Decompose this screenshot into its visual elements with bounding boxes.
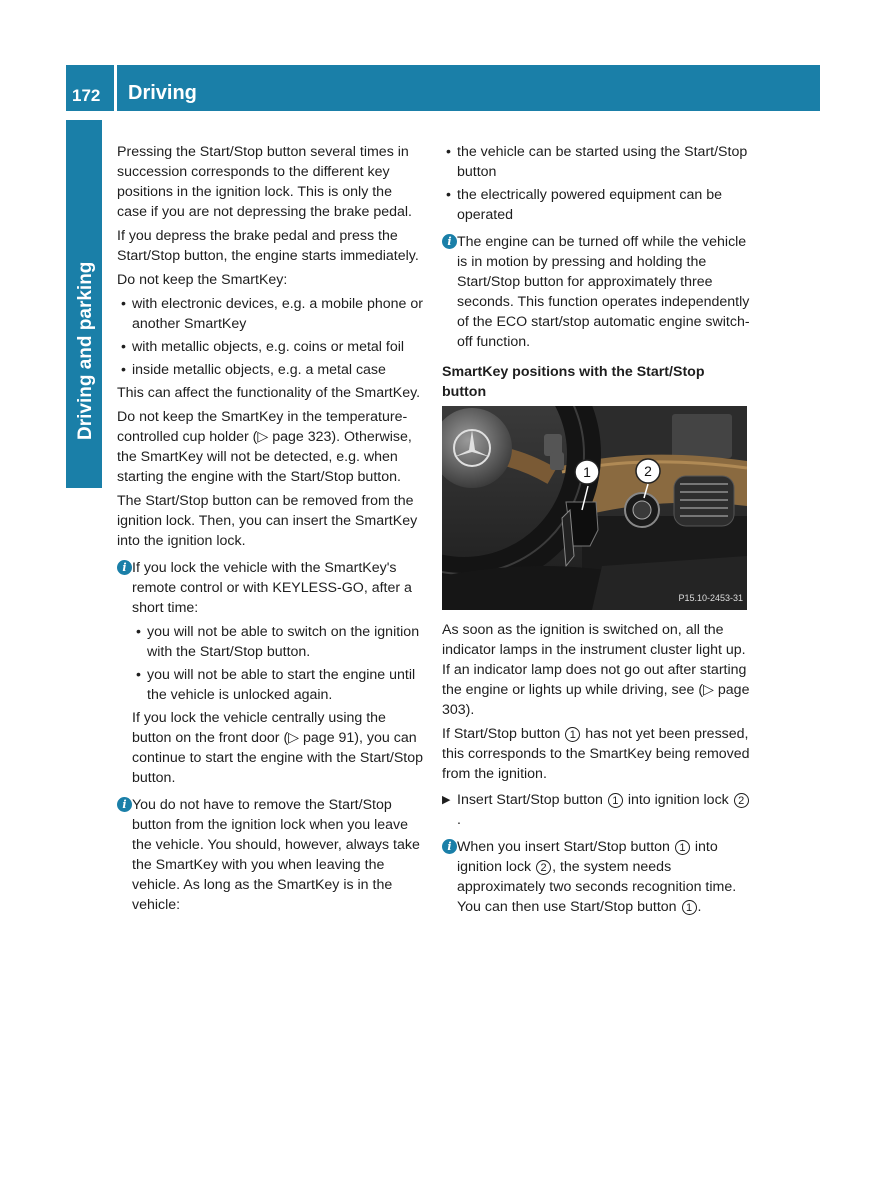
- info-note: [117, 795, 425, 915]
- paragraph: Pressing the Start/Stop button several times in succession corresponds to the different key positions in the ignition lock. This is only the case if you are not depressing the brake pedal.: [117, 144, 412, 220]
- info-icon: i: [117, 797, 132, 812]
- list-item: • you will not be able to start the engine until the vehicle is unlocked again.: [136, 667, 416, 703]
- info-text: If you lock the vehicle centrally using the button on the front door (▷ page 91), you can continue to start the engine with the Start/Stop button.: [132, 710, 424, 786]
- callout-2-label: 2: [644, 463, 652, 479]
- info-note: [117, 558, 425, 788]
- callout-ref-1: 1: [565, 727, 580, 742]
- paragraph: Do not keep the SmartKey in the temperature-controlled cup holder (▷ page 323). Otherwise, the SmartKey will not be detected, e.g. when starting the engine with the Start/Stop button.: [117, 409, 412, 485]
- list-item: • with electronic devices, e.g. a mobile phone or another SmartKey: [121, 296, 424, 332]
- info-icon: i: [442, 234, 457, 249]
- header-divider: [114, 65, 117, 111]
- action-arrow-icon: ▶: [442, 794, 451, 806]
- callout-1-label: 1: [583, 464, 591, 480]
- section-heading: SmartKey positions with the Start/Stop button: [442, 364, 705, 400]
- left-column: [117, 142, 425, 919]
- info-note: [442, 837, 750, 917]
- callout-ref-1: 1: [608, 793, 623, 808]
- info-note: [442, 232, 750, 352]
- info-icon: i: [442, 839, 457, 854]
- page-title: Driving: [128, 82, 197, 104]
- info-text: When you insert Start/Stop button 1 into ignition lock 2 , the system needs approximately two seconds recognition time. You can then use Start/Stop button 1 .: [457, 839, 737, 915]
- paragraph: As soon as the ignition is switched on, all the indicator lamps in the instrument cluster light up. If an indicator lamp does not go out after starting the engine or lights up while driving, see (▷ page 303).: [442, 622, 750, 718]
- info-text: The engine can be turned off while the vehicle is in motion by pressing and holding the Start/Stop button for approximately three seconds. This function operates independently of the ECO start/stop automatic engine switch-off function.: [457, 234, 750, 350]
- page-number: 172: [72, 86, 101, 105]
- paragraph: If you depress the brake pedal and press the Start/Stop button, the engine starts immediately.: [117, 228, 419, 264]
- dashboard-illustration: [442, 406, 747, 610]
- info-text: If you lock the vehicle with the SmartKey's remote control or with KEYLESS-GO, after a short time:: [132, 560, 412, 616]
- paragraph: Do not keep the SmartKey:: [117, 272, 288, 288]
- callout-ref-1: 1: [675, 840, 690, 855]
- paragraph: If Start/Stop button 1 has not yet been pressed, this corresponds to the SmartKey being removed from the ignition.: [442, 726, 750, 782]
- paragraph: The Start/Stop button can be removed from the ignition lock. Then, you can insert the SmartKey into the ignition lock.: [117, 493, 418, 549]
- list-item: • with metallic objects, e.g. coins or metal foil: [121, 339, 405, 355]
- info-text: You do not have to remove the Start/Stop button from the ignition lock when you leave the vehicle. You should, however, always take the SmartKey with you when leaving the vehicle. As long as the SmartKey is in the vehicle:: [132, 797, 420, 913]
- list-item: • inside metallic objects, e.g. a metal case: [121, 362, 386, 378]
- callout-ref-2: 2: [734, 793, 749, 808]
- side-tab-label: Driving and parking: [75, 261, 96, 440]
- info-icon: i: [117, 560, 132, 575]
- list-item: • the vehicle can be started using the Start/Stop button: [446, 144, 748, 180]
- list-item: • the electrically powered equipment can be operated: [446, 187, 722, 223]
- figure-code: P15.10-2453-31: [678, 593, 743, 603]
- action-step: ▶ Insert Start/Stop button 1 into ignition lock 2.: [442, 790, 750, 830]
- dashboard-figure: [442, 406, 747, 610]
- paragraph: This can affect the functionality of the SmartKey.: [117, 385, 421, 401]
- list-item: • you will not be able to switch on the ignition with the Start/Stop button.: [136, 624, 420, 660]
- right-column: [442, 142, 750, 921]
- callout-ref-1: 1: [682, 900, 697, 915]
- callout-ref-2: 2: [536, 860, 551, 875]
